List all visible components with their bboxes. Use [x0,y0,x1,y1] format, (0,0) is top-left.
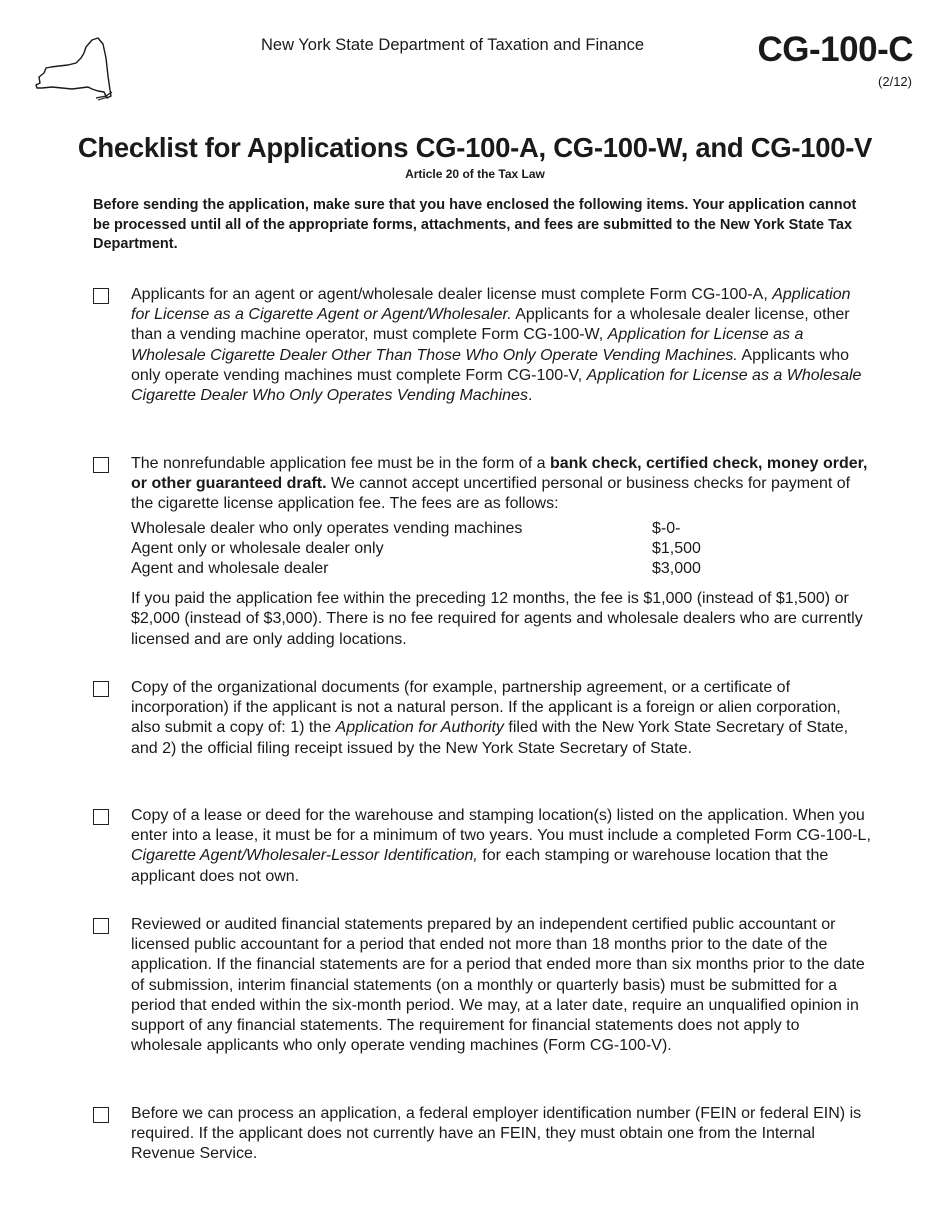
fee-row [131,559,873,579]
fee-note: If you paid the application fee within the preceding 12 months, the fee is $1,000 (instead of $1,500) or $2,000 (instead of $3,000). There is no fee required for agents and wholesale dealers who are currently licensed and are only adding locations. [131,590,863,648]
agency-name: New York State Department of Taxation and Finance [261,36,645,54]
checklist-item-text: The nonrefundable application fee must be in the form of a bank check, certified check, money order, or other guaranteed draft. We cannot accept uncertified personal or business checks for payment of the cigarette license application fee. The fees are as follows: Wholesale dealer who only operates vending machines $-0- Agent only or wholesale dealer only $1,500 Agent and wholesale dealer $3,000 If you paid the application fee within the preceding 12 months, the fee is $1,000 (instead of $1,500) or $2,000 (instead of $3,000). There is no fee required for agents and wholesale dealers who are currently licensed and are only adding locations. [131,454,873,650]
fee-row [131,519,873,539]
page-subtitle: Article 20 of the Tax Law [405,167,545,181]
new-york-state-logo [34,36,114,102]
checklist-item-text: Copy of the organizational documents (for example, partnership agreement, or a certificate of incorporation) if the applicant is not a natural person. If the applicant is a foreign or alien corporation, also submit a copy of: 1) the Application for Authority filed with the New York State Secretary of State, and 2) the official filing receipt issued by the New York State Secretary of State. [131,679,849,757]
checkbox[interactable] [93,681,109,697]
revision-date: (2/12) [878,74,912,89]
checkbox[interactable] [93,288,109,304]
fee-label: Agent and wholesale dealer [131,560,329,578]
checkbox[interactable] [93,1107,109,1123]
page-title: Checklist for Applications CG-100-A, CG-100-W, and CG-100-V [77,132,873,163]
intro-instructions: Before sending the application, make sure that you have enclosed the following items. Your application cannot be processed until all of the appropriate forms, attachments, and fees are submitted to the New York State Tax Department. [93,197,857,252]
fee-amount: $-0- [652,519,681,537]
checkbox[interactable] [93,457,109,473]
checklist-item-text: Applicants for an agent or agent/wholesale dealer license must complete Form CG-100-A, Application for License as a Cigarette Agent or Agent/Wholesaler. Applicants for a wholesale dealer license, other than a vending machine operator, must complete Form CG-100-W, Application for License as a Wholesale Cigarette Dealer Other Than Those Who Only Operate Vending Machines. Applicants who only operate vending machines must complete Form CG-100-V, Application for License as a Wholesale Cigarette Dealer Who Only Operates Vending Machines. [131,286,862,405]
fee-table [131,519,873,580]
fee-label: Wholesale dealer who only operates vending machines [131,519,523,537]
fee-amount: $1,500 [652,539,701,557]
fee-label: Agent only or wholesale dealer only [131,539,384,557]
checkbox[interactable] [93,918,109,934]
checklist-item-text: Copy of a lease or deed for the warehouse and stamping location(s) listed on the application. When you enter into a lease, it must be for a minimum of two years. You must include a completed Form CG-100-L, Cigarette Agent/Wholesaler-Lessor Identification, for each stamping or warehouse location that the applicant does not own. [131,807,871,885]
checklist-item-text: Before we can process an application, a federal employer identification number (FEIN or federal EIN) is required. If the applicant does not currently have an FEIN, they must obtain one from the Internal Revenue Service. [131,1105,862,1163]
fee-row [131,539,873,559]
fee-amount: $3,000 [652,560,701,578]
checklist-item-text: Reviewed or audited financial statements prepared by an independent certified public accountant or licensed public accountant for a period that ended not more than 18 months prior to the date of the application. If the financial statements are for a period that ended more than six months prior to the date of submission, interim financial statements (on a monthly or quarterly basis) must be submitted for a period that ended within the six-month period. We may, at a later date, require an unqualified opinion in support of any financial statements. The requirement for financial statements does not apply to wholesale applicants who only operate vending machines (Form CG-100-V). [131,916,865,1055]
form-number: CG-100-C [757,30,913,69]
checkbox[interactable] [93,809,109,825]
